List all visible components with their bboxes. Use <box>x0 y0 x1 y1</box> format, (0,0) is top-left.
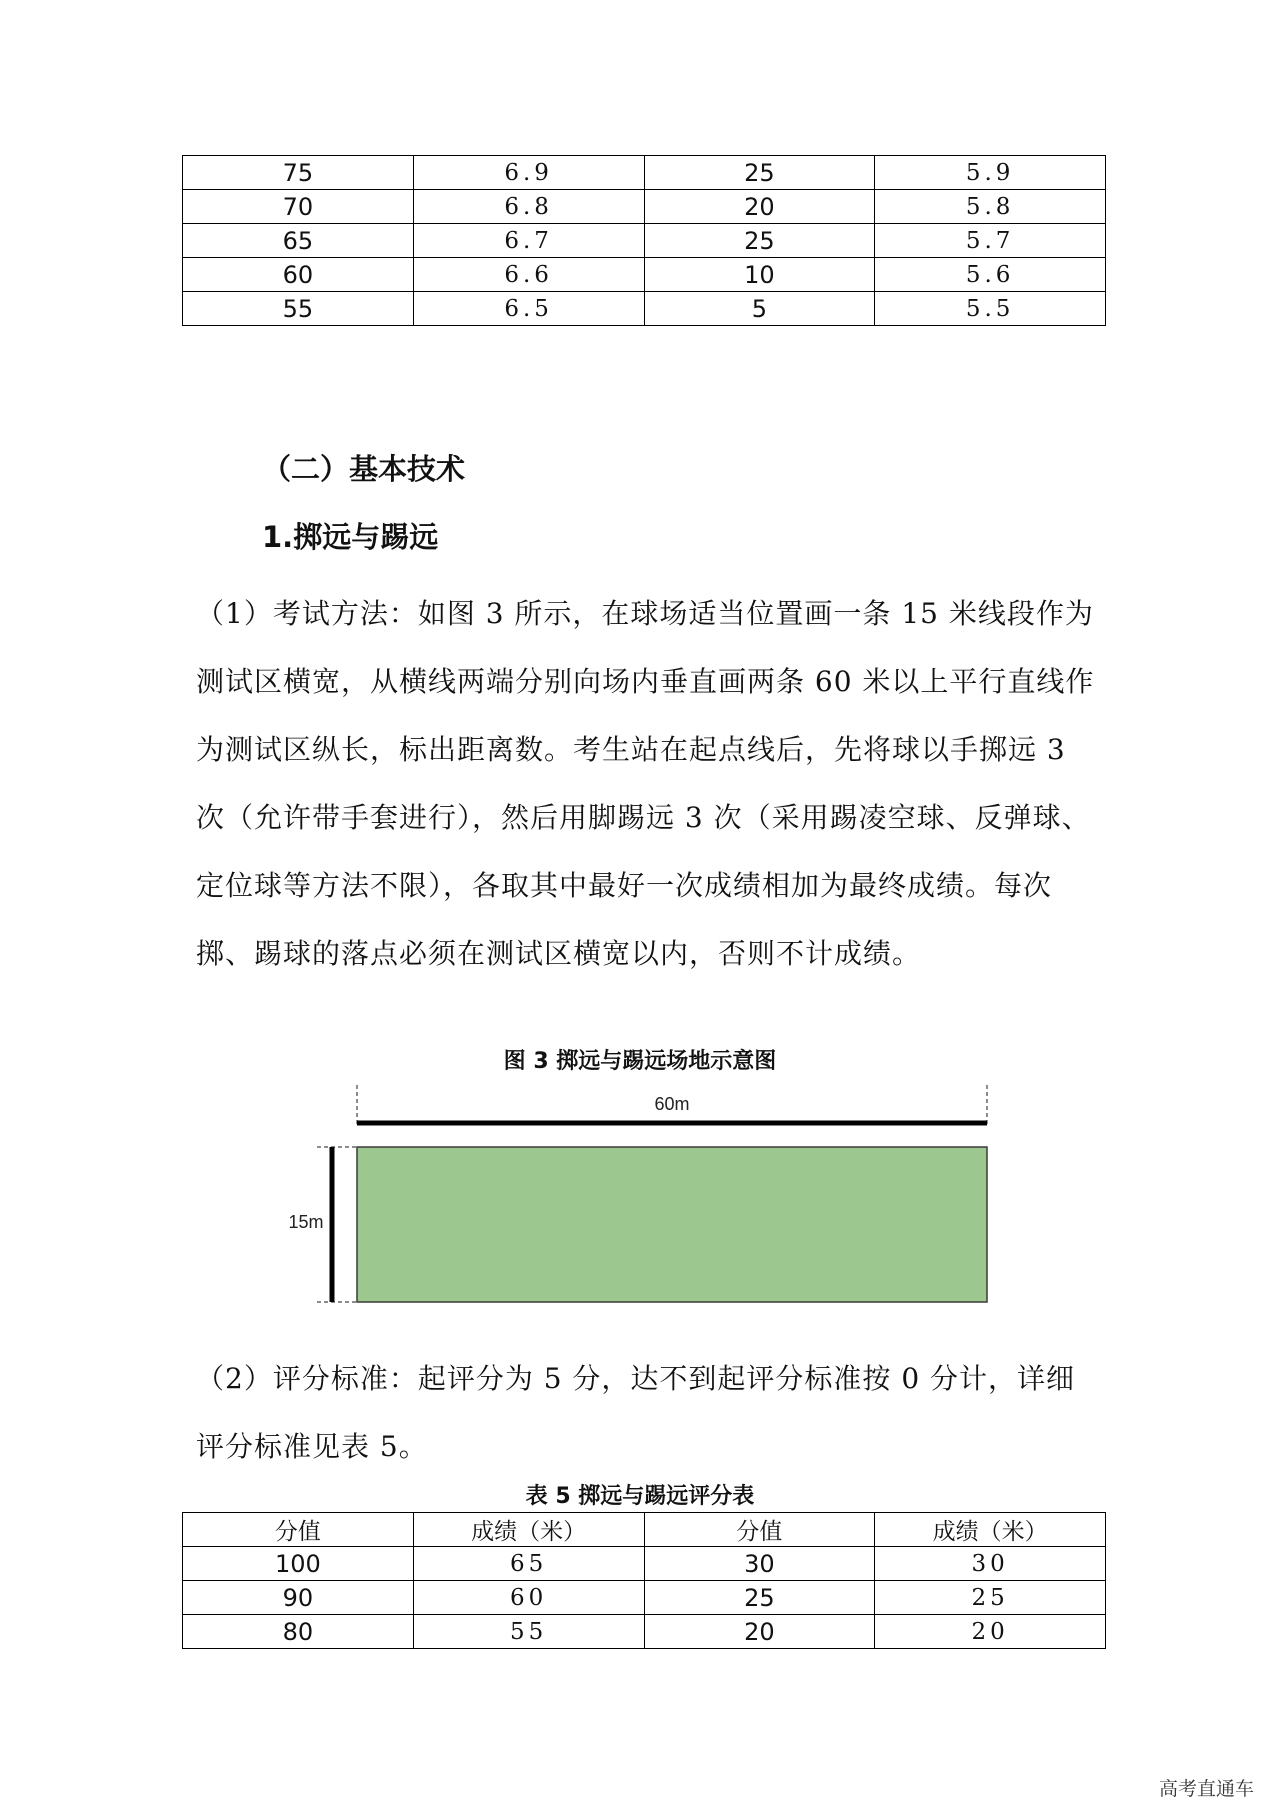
watermark-text: 高考直通车 <box>1158 1778 1254 1800</box>
test-field-area <box>357 1147 987 1302</box>
table-cell: 90 <box>183 1581 414 1615</box>
length-label: 60m <box>654 1094 690 1114</box>
table-cell: 6.7 <box>413 224 644 258</box>
table-cell: 30 <box>644 1547 875 1581</box>
table-cell: 25 <box>875 1581 1106 1615</box>
figure-caption: 图 3 掷远与踢远场地示意图 <box>503 1049 777 1074</box>
table-cell: 65 <box>413 1547 644 1581</box>
table-row <box>183 1581 1106 1615</box>
scoring-standard-paragraph: （2）评分标准：起评分为 5 分，达不到起评分标准按 0 分计，详细评分标准见表 5。 <box>196 1362 1076 1463</box>
table-cell: 10 <box>644 258 875 292</box>
width-label: 15m <box>288 1212 324 1232</box>
table-cell: 55 <box>183 292 414 326</box>
table-cell: 6.6 <box>413 258 644 292</box>
table-row <box>183 224 1106 258</box>
table-row <box>183 1615 1106 1649</box>
table-cell: 5.9 <box>875 156 1106 190</box>
score-table-5 <box>182 1512 1106 1649</box>
table-row <box>183 292 1106 326</box>
score-table-continued <box>182 155 1106 326</box>
column-header: 成绩（米） <box>875 1513 1106 1547</box>
table-cell: 55 <box>413 1615 644 1649</box>
table-cell: 30 <box>875 1547 1106 1581</box>
column-header: 分值 <box>644 1513 875 1547</box>
column-header: 成绩（米） <box>413 1513 644 1547</box>
table-row <box>183 190 1106 224</box>
section-heading: （二）基本技术 <box>262 452 466 486</box>
field-diagram <box>280 1085 1000 1325</box>
table-cell: 5.5 <box>875 292 1106 326</box>
table-cell: 5.8 <box>875 190 1106 224</box>
table-row <box>183 258 1106 292</box>
table-cell: 20 <box>644 1615 875 1649</box>
column-header: 分值 <box>183 1513 414 1547</box>
table-cell: 65 <box>183 224 414 258</box>
table-cell: 6.5 <box>413 292 644 326</box>
table-cell: 60 <box>183 258 414 292</box>
table-row <box>183 1547 1106 1581</box>
table-cell: 25 <box>644 1581 875 1615</box>
table-caption: 表 5 掷远与踢远评分表 <box>525 1484 755 1509</box>
table-cell: 6.9 <box>413 156 644 190</box>
table-cell: 5 <box>644 292 875 326</box>
table-cell: 100 <box>183 1547 414 1581</box>
sub-heading: 1.掷远与踢远 <box>262 520 439 554</box>
table-cell: 6.8 <box>413 190 644 224</box>
table-cell: 20 <box>875 1615 1106 1649</box>
table-cell: 60 <box>413 1581 644 1615</box>
table-cell: 20 <box>644 190 875 224</box>
test-method-paragraph: （1）考试方法：如图 3 所示，在球场适当位置画一条 15 米线段作为测试区横宽，从横线两端分别向场内垂直画两条 60 米以上平行直线作为测试区纵长，标出距离数。考生站在起点线后，先将球以手掷远 3 次（允许带手套进行），然后用脚踢远 3 次（采用踢凌空球、反弹球、定位球等方法不限），各取其中最好一次成绩相加为最终成绩。每次掷、踢球的落点必须在测试区横宽以内，否则不计成绩。 <box>196 597 1095 970</box>
table-header-row <box>183 1513 1106 1547</box>
table-cell: 25 <box>644 156 875 190</box>
table-cell: 70 <box>183 190 414 224</box>
table-cell: 75 <box>183 156 414 190</box>
table-cell: 5.6 <box>875 258 1106 292</box>
table-cell: 80 <box>183 1615 414 1649</box>
table-row <box>183 156 1106 190</box>
table-cell: 5.7 <box>875 224 1106 258</box>
table-cell: 25 <box>644 224 875 258</box>
